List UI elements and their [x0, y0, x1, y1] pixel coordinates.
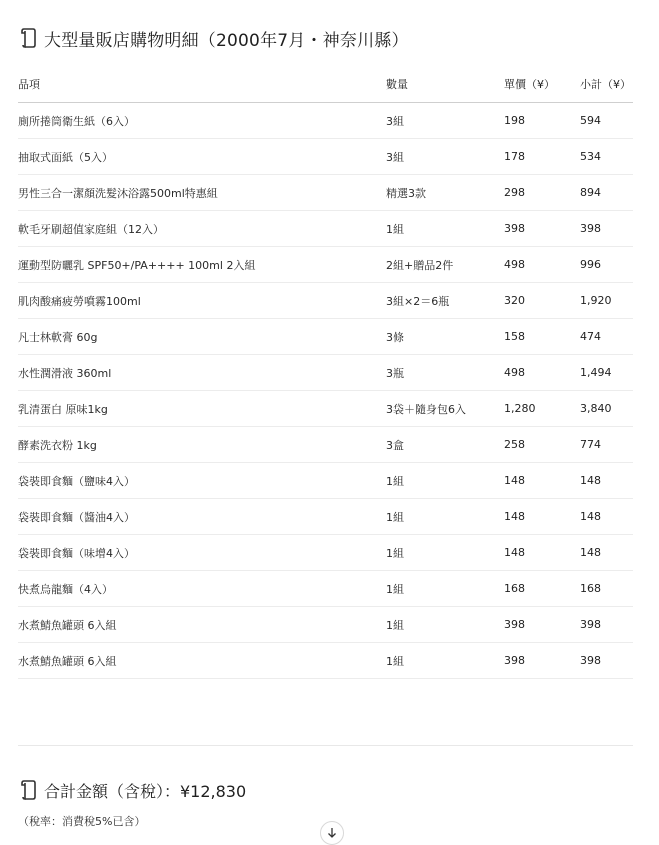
table-row — [18, 211, 633, 247]
item-name-cell: 水煮鯖魚罐頭 6入組 — [18, 607, 386, 643]
unit-price-cell: 198 — [504, 103, 580, 139]
subtotal-cell: 3,840 — [580, 391, 633, 427]
quantity-cell: 1組 — [386, 211, 504, 247]
table-row — [18, 463, 633, 499]
quantity-cell: 精選3款 — [386, 175, 504, 211]
subtotal-cell: 398 — [580, 643, 633, 679]
table-row — [18, 175, 633, 211]
item-name-cell: 肌肉酸痛疲勞噴霧100ml — [18, 283, 386, 319]
table-row — [18, 643, 633, 679]
quantity-cell: 3組×2＝6瓶 — [386, 283, 504, 319]
header-unit-price: 單價（¥） — [504, 66, 580, 103]
table-row — [18, 535, 633, 571]
subtotal-cell: 894 — [580, 175, 633, 211]
quantity-cell: 3組 — [386, 103, 504, 139]
unit-price-cell: 148 — [504, 463, 580, 499]
unit-price-cell: 1,280 — [504, 391, 580, 427]
item-name-cell: 水性潤滑液 360ml — [18, 355, 386, 391]
total-amount: 合計金額（含稅）：¥12,830 — [44, 781, 247, 801]
subtotal-cell: 474 — [580, 319, 633, 355]
table-row — [18, 571, 633, 607]
unit-price-cell: 148 — [504, 535, 580, 571]
item-name-cell: 軟毛牙刷超值家庭組（12入） — [18, 211, 386, 247]
item-name-cell: 抽取式面紙（5入） — [18, 139, 386, 175]
header-item: 品項 — [18, 66, 386, 103]
subtotal-cell: 534 — [580, 139, 633, 175]
item-name-cell: 男性三合一潔顏洗髮沐浴露500ml特惠組 — [18, 175, 386, 211]
item-name-cell: 廁所捲筒衛生紙（6入） — [18, 103, 386, 139]
quantity-cell: 2組+贈品2件 — [386, 247, 504, 283]
quantity-cell: 1組 — [386, 643, 504, 679]
items-table — [18, 66, 633, 679]
subtotal-cell: 996 — [580, 247, 633, 283]
total-heading — [18, 777, 246, 803]
unit-price-cell: 178 — [504, 139, 580, 175]
table-row — [18, 391, 633, 427]
unit-price-cell: 258 — [504, 427, 580, 463]
subtotal-cell: 398 — [580, 607, 633, 643]
table-row — [18, 139, 633, 175]
tax-note: （稅率：消費稅5%已含） — [18, 815, 146, 828]
unit-price-cell: 298 — [504, 175, 580, 211]
scroll-down-button[interactable] — [320, 821, 344, 845]
arrow-down-icon — [326, 827, 338, 839]
item-name-cell: 袋裝即食麵（味增4入） — [18, 535, 386, 571]
unit-price-cell: 498 — [504, 355, 580, 391]
table-row — [18, 607, 633, 643]
unit-price-cell: 158 — [504, 319, 580, 355]
table-row — [18, 283, 633, 319]
table-row — [18, 319, 633, 355]
subtotal-cell: 148 — [580, 535, 633, 571]
quantity-cell: 1組 — [386, 463, 504, 499]
header-quantity: 數量 — [386, 66, 504, 103]
unit-price-cell: 148 — [504, 499, 580, 535]
table-row — [18, 355, 633, 391]
item-name-cell: 乳清蛋白 原味1kg — [18, 391, 386, 427]
table-row — [18, 103, 633, 139]
header-subtotal: 小計（¥） — [580, 66, 633, 103]
quantity-cell: 3條 — [386, 319, 504, 355]
quantity-cell: 1組 — [386, 535, 504, 571]
table-row — [18, 247, 633, 283]
subtotal-cell: 774 — [580, 427, 633, 463]
subtotal-cell: 148 — [580, 499, 633, 535]
item-name-cell: 酵素洗衣粉 1kg — [18, 427, 386, 463]
unit-price-cell: 398 — [504, 211, 580, 247]
subtotal-cell: 1,494 — [580, 355, 633, 391]
quantity-cell: 1組 — [386, 571, 504, 607]
page-title — [18, 25, 409, 51]
quantity-cell: 1組 — [386, 607, 504, 643]
quantity-cell: 3盒 — [386, 427, 504, 463]
receipt-icon — [18, 779, 40, 801]
unit-price-cell: 498 — [504, 247, 580, 283]
item-name-cell: 凡士林軟膏 60g — [18, 319, 386, 355]
quantity-cell: 3瓶 — [386, 355, 504, 391]
subtotal-cell: 1,920 — [580, 283, 633, 319]
item-name-cell: 運動型防曬乳 SPF50+/PA++++ 100ml 2入組 — [18, 247, 386, 283]
table-row — [18, 499, 633, 535]
receipt-icon — [18, 27, 40, 49]
table-row — [18, 427, 633, 463]
unit-price-cell: 398 — [504, 607, 580, 643]
item-name-cell: 袋裝即食麵（鹽味4入） — [18, 463, 386, 499]
section-divider — [18, 745, 633, 746]
item-name-cell: 袋裝即食麵（醬油4入） — [18, 499, 386, 535]
item-name-cell: 水煮鯖魚罐頭 6入組 — [18, 643, 386, 679]
subtotal-cell: 148 — [580, 463, 633, 499]
table-header-row — [18, 66, 633, 103]
subtotal-cell: 168 — [580, 571, 633, 607]
unit-price-cell: 398 — [504, 643, 580, 679]
subtotal-cell: 594 — [580, 103, 633, 139]
quantity-cell: 1組 — [386, 499, 504, 535]
title-text: 大型量販店購物明細（2000年7月・神奈川縣） — [44, 30, 409, 51]
unit-price-cell: 168 — [504, 571, 580, 607]
unit-price-cell: 320 — [504, 283, 580, 319]
quantity-cell: 3組 — [386, 139, 504, 175]
subtotal-cell: 398 — [580, 211, 633, 247]
quantity-cell: 3袋＋隨身包6入 — [386, 391, 504, 427]
item-name-cell: 快煮烏龍麵（4入） — [18, 571, 386, 607]
